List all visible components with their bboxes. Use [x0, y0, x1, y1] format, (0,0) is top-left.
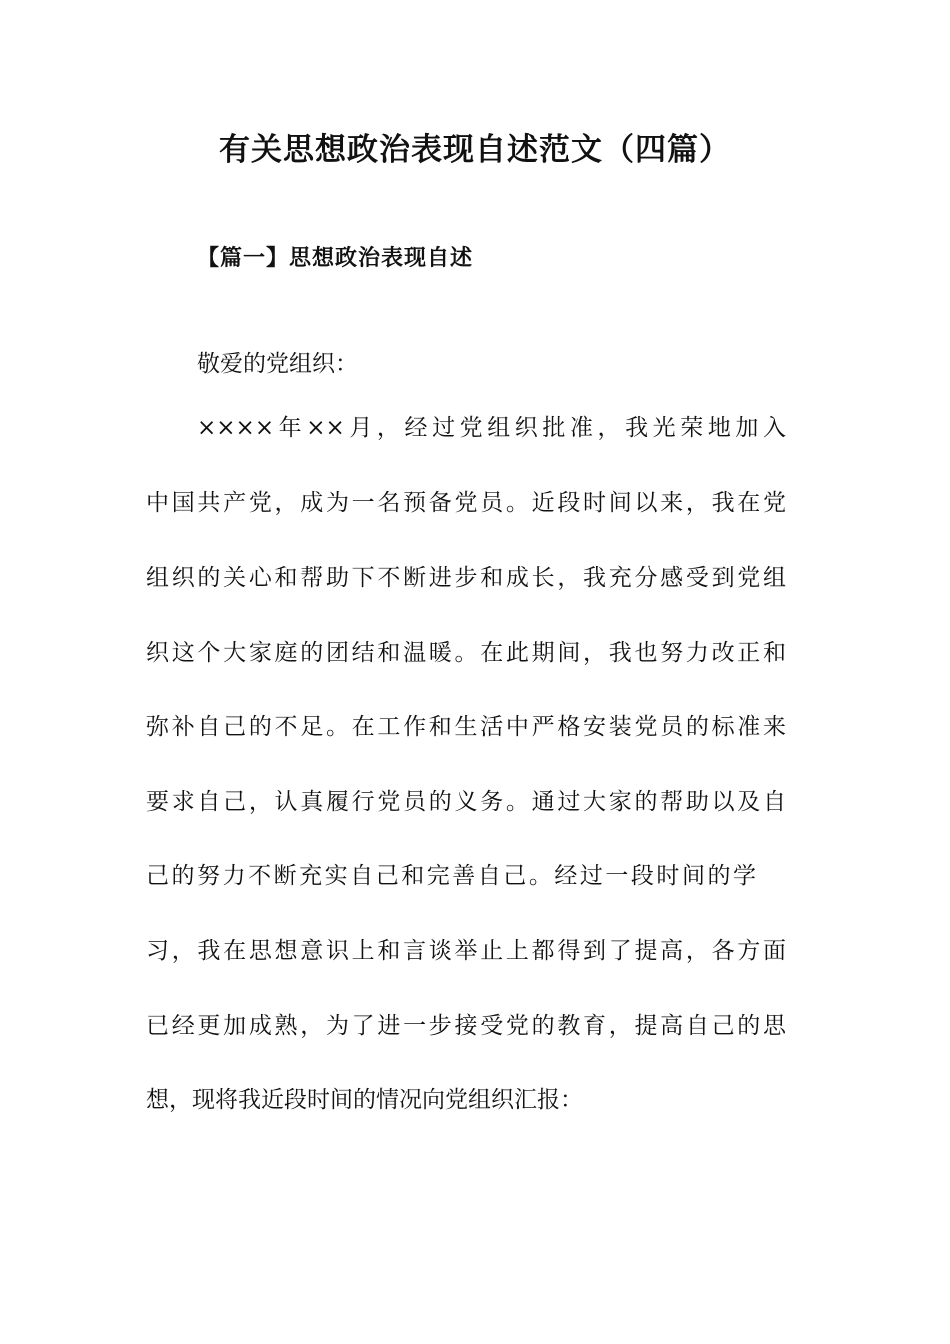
- salutation: 敬爱的党组织：: [197, 351, 358, 377]
- section-heading: 【篇一】思想政治表现自述: [197, 245, 474, 271]
- body-line-3: 组织的关心和帮助下不断进步和成长，我充分感受到党组: [146, 565, 786, 591]
- body-line-6: 要求自己，认真履行党员的义务。通过大家的帮助以及自: [146, 789, 786, 815]
- body-line-2: 中国共产党，成为一名预备党员。近段时间以来，我在党: [146, 490, 786, 516]
- body-line-10: 想，现将我近段时间的情况向党组织汇报：: [146, 1087, 583, 1113]
- body-line-1: ××××年××月，经过党组织批准，我光荣地加入: [197, 415, 786, 441]
- body-line-8: 习，我在思想意识上和言谈举止上都得到了提高，各方面: [146, 938, 786, 964]
- body-line-4: 织这个大家庭的团结和温暖。在此期间，我也努力改正和: [146, 640, 786, 666]
- body-line-5: 弥补自己的不足。在工作和生活中严格安装党员的标准来: [146, 714, 786, 740]
- body-line-7: 己的努力不断充实自己和完善自己。经过一段时间的学: [146, 863, 756, 889]
- document-title: 有关思想政治表现自述范文（四篇）: [219, 132, 731, 168]
- body-line-9: 已经更加成熟，为了进一步接受党的教育，提高自己的思: [146, 1013, 786, 1039]
